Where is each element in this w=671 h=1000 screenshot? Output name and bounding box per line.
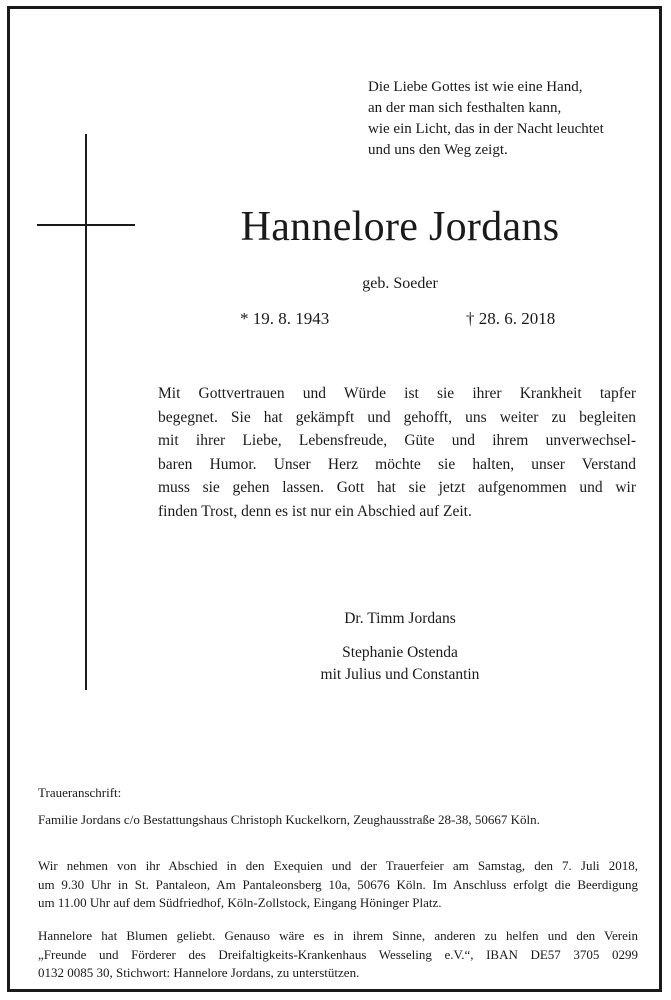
quote-line: wie ein Licht, das in der Nacht leuchtet: [368, 121, 604, 137]
death-date: † 28. 6. 2018: [466, 309, 556, 328]
cross-vertical-bar: [85, 134, 87, 690]
quote-line: Die Liebe Gottes ist wie eine Hand,: [368, 79, 583, 95]
quote-line: an der man sich festhalten kann,: [368, 100, 562, 116]
deceased-name: Hannelore Jordans: [240, 204, 560, 250]
tribute-text: [158, 382, 636, 523]
donation-line: Hannelore hat Blumen geliebt. Genauso wäre es in ihrem Sinne, anderen zu helfen und den Verein: [38, 928, 638, 943]
funeral-line: um 11.00 Uhr auf dem Südfriedhof, Köln-Zollstock, Eingang Höninger Platz.: [38, 895, 442, 910]
funeral-line: Wir nehmen von ihr Abschied in den Exequien und der Trauerfeier am Samstag, den 7. Juli 2018,: [38, 858, 638, 873]
funeral-line: um 9.30 Uhr in St. Pantaleon, Am Pantaleonsberg 10a, 50676 Köln. Im Anschluss erfolgt die Beerdigung: [38, 876, 638, 892]
tribute-line: baren Humor. Unser Herz möchte sie halten, unser Verstand: [158, 455, 636, 473]
condolence-address: [38, 784, 638, 829]
mourners-block: [230, 608, 570, 686]
tribute-line: begegnet. Sie hat gekämpft und gehofft, uns weiter zu begleiten: [158, 408, 636, 426]
mourner-name: Dr. Timm Jordans: [344, 610, 456, 627]
tribute-line: muss sie gehen lassen. Gott hat sie jetzt aufgenommen und wir: [158, 479, 636, 496]
birth-name: geb. Soeder: [362, 275, 438, 292]
tribute-line: Mit Gottvertrauen und Würde ist sie ihrer Krankheit tapfer: [158, 385, 636, 402]
tribute-line: mit ihrer Liebe, Lebensfreude, Güte und ihrem unverwechsel-: [158, 432, 636, 449]
cross-horizontal-bar: [37, 224, 135, 226]
donation-line: 0132 0085 30, Stichwort: Hannelore Jordans, zu unterstützen.: [38, 965, 360, 980]
quote-line: und uns den Weg zeigt.: [368, 142, 508, 158]
mourner-name: Stephanie Ostenda: [342, 644, 458, 661]
address-value: Familie Jordans c/o Bestattungshaus Christoph Kuckelkorn, Zeughausstraße 28-38, 50667 Köln.: [38, 811, 540, 827]
birth-date: * 19. 8. 1943: [240, 309, 330, 328]
address-label: Traueranschrift:: [38, 785, 122, 800]
mourner-name: mit Julius und Constantin: [320, 666, 480, 683]
funeral-info: [38, 857, 638, 913]
tribute-line: finden Trost, denn es ist nur ein Abschied auf Zeit.: [158, 502, 472, 520]
bible-quote: [368, 77, 648, 161]
donation-info: [38, 927, 638, 983]
donation-line: „Freunde und Förderer des Dreifaltigkeits-Krankenhaus Wesseling e.V.“, IBAN DE57 3705 0299: [38, 946, 638, 962]
